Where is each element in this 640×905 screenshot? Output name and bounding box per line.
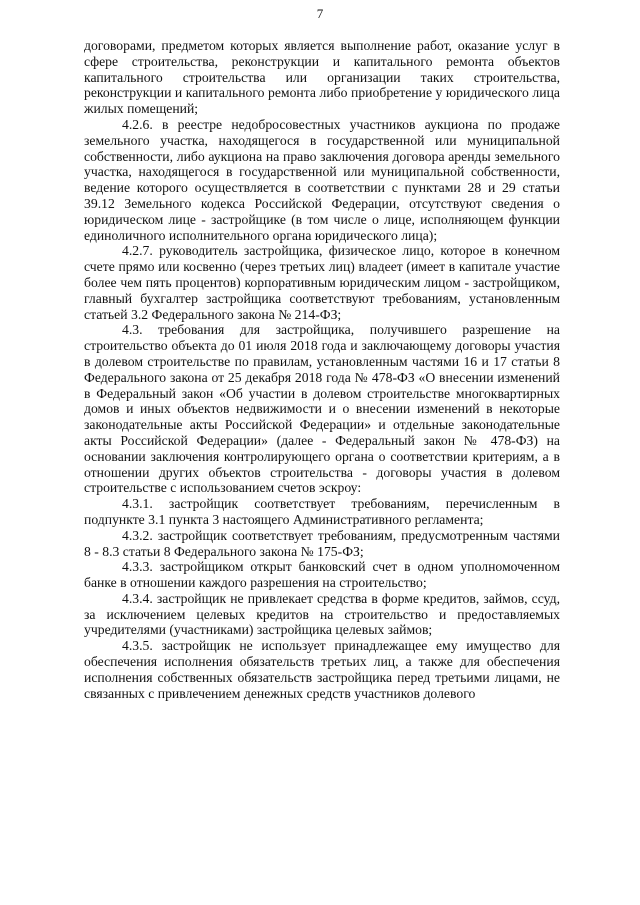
paragraph-4-3-2: 4.3.2. застройщик соответствует требованиям, предусмотренным частями 8 - 8.3 статьи 8 Федерального закона № 175-ФЗ; [84,527,560,559]
paragraph-4-3-1: 4.3.1. застройщик соответствует требованиям, перечисленным в подпункте 3.1 пункта 3 настоящего Административного регламента; [84,496,560,527]
paragraph-4-2-6: 4.2.6. в реестре недобросовестных участников аукциона по продаже земельного участка, находящегося в государственной или муниципальной собственности, либо аукциона на право заключения договора аренды земельного участка, находящегося в государственной или муниципальной собственности, ведение которого осуществляется в соответствии с пунктами 28 и 29 статьи 39.12 Земельного кодекса Российской Федерации, отсутствуют сведения о юридическом лице - застройщике (в том числе о лице, исполняющем функции единоличного исполнительного органа юридического лица); [84,116,560,243]
paragraph-4-3-5: 4.3.5. застройщик не использует принадлежащее ему имущество для обеспечения исполнения обязательств третьих лиц, а также для обеспечения исполнения собственных обязательств застройщика перед третьими лицами, не связанных с привлечением денежных средств участников долевого [84,638,560,701]
paragraph-4-3-4: 4.3.4. застройщик не привлекает средства в форме кредитов, займов, ссуд, за исключением целевых кредитов на строительство и предоставляемых учредителями (участниками) застройщика целевых займов; [84,590,560,638]
paragraph-4-3: 4.3. требования для застройщика, получившего разрешение на строительство объекта до 01 июля 2018 года и заключающему договоры участия в долевом строительстве по правилам, установленным частями 16 и 17 статьи 8 Федерального закона от 25 декабря 2018 года № 478-ФЗ «О внесении изменений в Федеральный закон «Об участии в долевом строительстве многоквартирных домов и иных объектов недвижимости и о внесении изменений в некоторые законодательные акты Российской Федерации» и отдельные законодательные акты Российской Федерации» (далее - Федеральный закон № 478-ФЗ) на основании заключения контролирующего органа о соответствии критериям, а в отношении других объектов строительства - договоры участия в долевом строительстве с использованием счетов эскроу: [84,322,560,496]
page-number: 7 [316,6,324,21]
paragraph-4-3-3: 4.3.3. застройщиком открыт банковский счет в одном уполномоченном банке в отношении каждого разрешения на строительство; [84,559,560,591]
paragraph-continuation: договорами, предметом которых является выполнение работ, оказание услуг в сфере строительства, реконструкции и капитального ремонта объектов капитального строительства или организации таких строительства, реконструкции и капитального ремонта либо приобретение у юридического лица жилых помещений; [84,38,560,117]
paragraph-4-2-7: 4.2.7. руководитель застройщика, физическое лицо, которое в конечном счете прямо или косвенно (через третьих лиц) владеет (имеет в капитале участие более чем пять процентов) корпоративным юридическим лицом - застройщиком, главный бухгалтер застройщика соответствуют требованиям, установленным статьей 3.2 Федерального закона № 214-ФЗ; [84,243,560,322]
document-body [84,38,560,701]
